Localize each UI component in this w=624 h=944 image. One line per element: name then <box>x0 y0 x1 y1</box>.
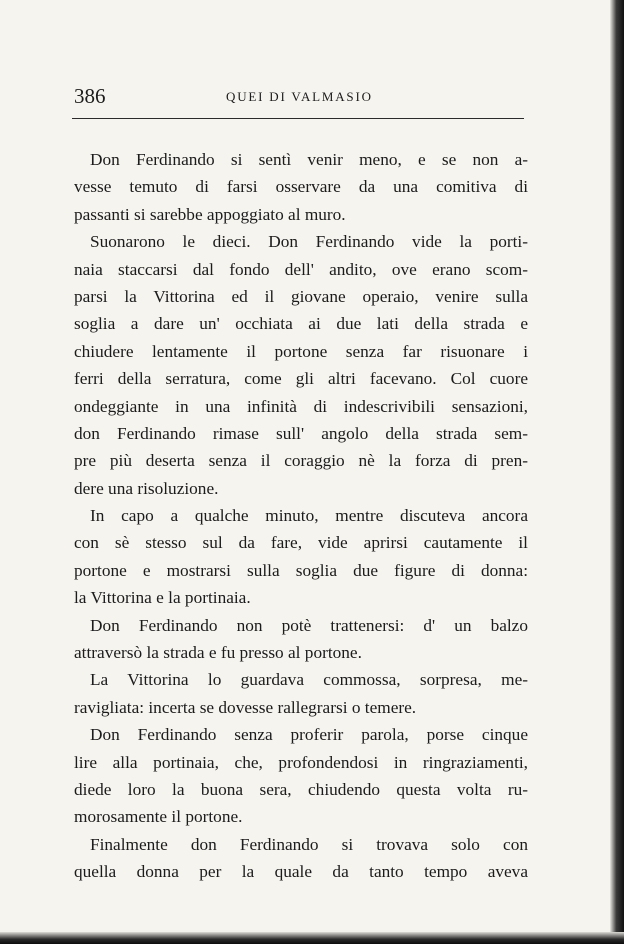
text-line: Don Ferdinando si sentì venir meno, e se non a- <box>90 150 528 169</box>
text-line: con sè stesso sul da fare, vide aprirsi cautamente il <box>74 533 528 553</box>
text-line: passanti si sarebbe appoggiato al muro. <box>74 204 346 224</box>
text-line: In capo a qualche minuto, mentre discuteva ancora <box>90 506 528 526</box>
text-line: vesse temuto di farsi osservare da una comitiva di <box>74 177 528 197</box>
text-line: Finalmente don Ferdinando si trovava solo con <box>90 834 528 854</box>
text-line: ravigliata: incerta se dovesse rallegrarsi o temere. <box>74 697 417 717</box>
text-line: dere una risoluzione. <box>74 478 219 498</box>
text-line: quella donna per la quale da tanto tempo aveva <box>74 862 528 882</box>
scan-edge-right <box>610 0 624 944</box>
text-line: morosamente il portone. <box>74 807 243 827</box>
header-rule <box>72 118 524 119</box>
text-line: parsi la Vittorina ed il giovane operaio, venire sulla <box>74 286 528 306</box>
text-line: ferri della serratura, come gli altri facevano. Col cuore <box>74 369 528 389</box>
text-line: La Vittorina lo guardava commossa, sorpresa, me- <box>90 670 528 690</box>
text-line: naia staccarsi dal fondo dell' andito, ove erano scom- <box>74 259 528 279</box>
text-line: soglia a dare un' occhiata ai due lati della strada e <box>74 314 528 334</box>
running-title: QUEI DI VALMASIO <box>226 89 373 104</box>
text-line: diede loro la buona sera, chiudendo questa volta ru- <box>74 779 528 799</box>
page-header <box>74 84 524 114</box>
text-line: don Ferdinando rimase sull' angolo della strada sem- <box>74 423 528 443</box>
page-number: 386 <box>74 84 106 108</box>
text-line: ondeggiante in una infinità di indescrivibili sensazioni, <box>74 396 528 416</box>
text-line: attraversò la strada e fu presso al portone. <box>74 643 362 663</box>
text-line: portone e mostrarsi sulla soglia due figure di donna: <box>74 560 528 580</box>
text-line: pre più deserta senza il coraggio nè la forza di pren- <box>74 451 528 471</box>
text-line: Suonarono le dieci. Don Ferdinando vide la porti- <box>90 232 528 252</box>
text-line: Don Ferdinando senza proferir parola, porse cinque <box>90 725 528 745</box>
text-line: la Vittorina e la portinaia. <box>74 588 251 608</box>
text-line: lire alla portinaia, che, profondendosi in ringraziamenti, <box>74 752 528 772</box>
scan-edge-bottom <box>0 932 624 944</box>
text-line: chiudere lentamente il portone senza far risuonare i <box>74 341 528 361</box>
text-line: Don Ferdinando non potè trattenersi: d' un balzo <box>90 615 528 635</box>
body-text <box>74 146 528 886</box>
